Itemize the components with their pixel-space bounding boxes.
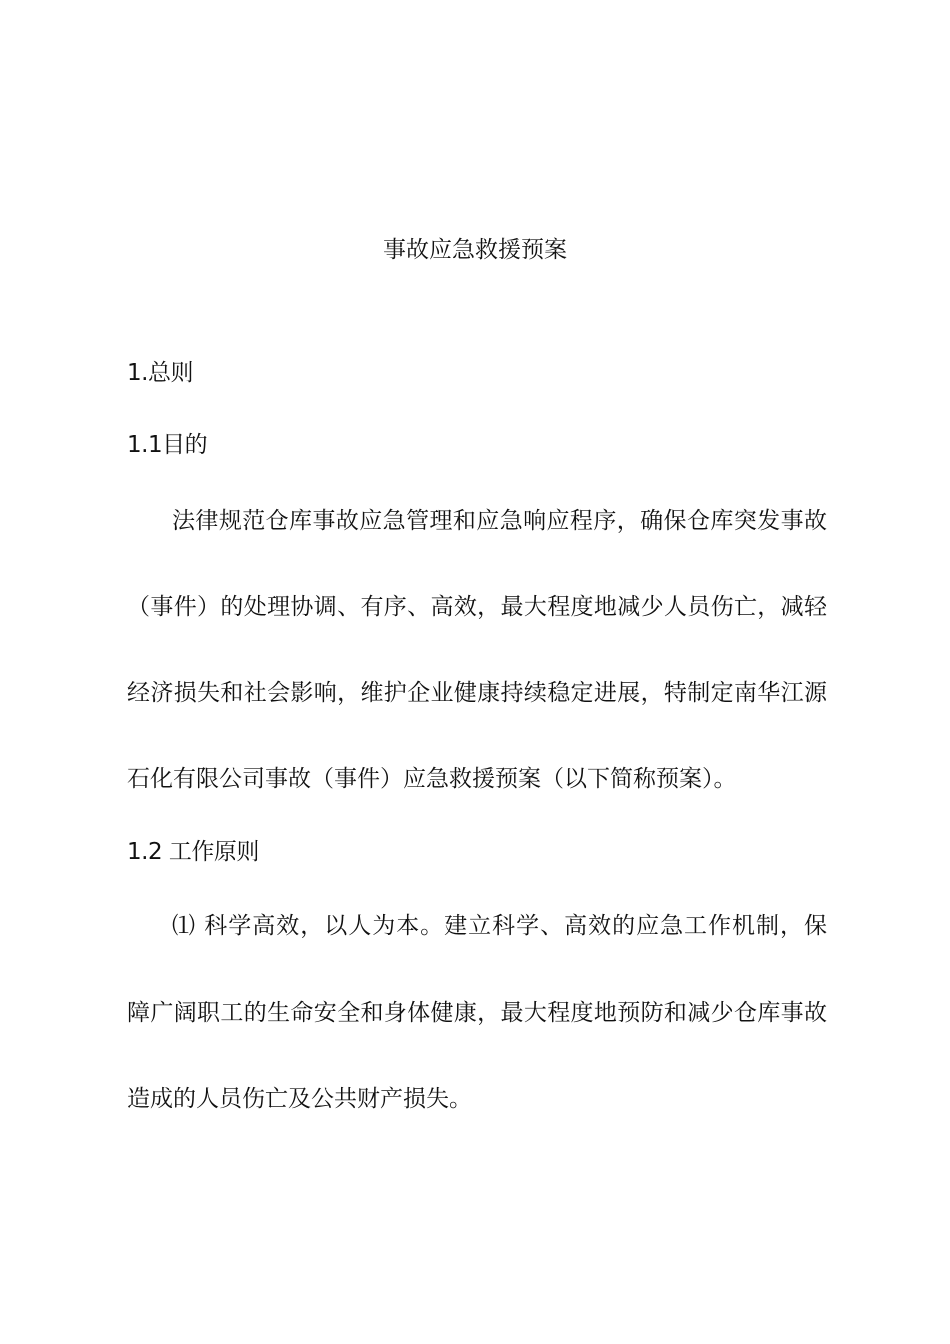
purpose-paragraph-line: 经济损失和社会影响，维护企业健康持续稳定进展，特制定南华江源	[127, 680, 827, 706]
principles-paragraph-line: 障广阔职工的生命安全和身体健康，最大程度地预防和减少仓库事故	[127, 1000, 827, 1026]
purpose-paragraph-line: 法律规范仓库事故应急管理和应急响应程序，确保仓库突发事故	[172, 508, 827, 534]
purpose-paragraph-line: （事件）的处理协调、有序、高效，最大程度地减少人员伤亡，减轻	[127, 594, 827, 620]
section-heading-purpose: 1.1目的	[127, 432, 208, 458]
principles-paragraph-line: ⑴ 科学高效，以人为本。建立科学、高效的应急工作机制，保	[172, 913, 827, 939]
purpose-paragraph-line: 石化有限公司事故（事件）应急救援预案（以下简称预案）。	[127, 766, 737, 792]
document-title: 事故应急救援预案	[383, 237, 567, 263]
principles-paragraph-line: 造成的人员伤亡及公共财产损失。	[127, 1086, 472, 1112]
section-heading-general: 1.总则	[127, 360, 193, 386]
section-heading-principles: 1.2 工作原则	[127, 839, 259, 865]
